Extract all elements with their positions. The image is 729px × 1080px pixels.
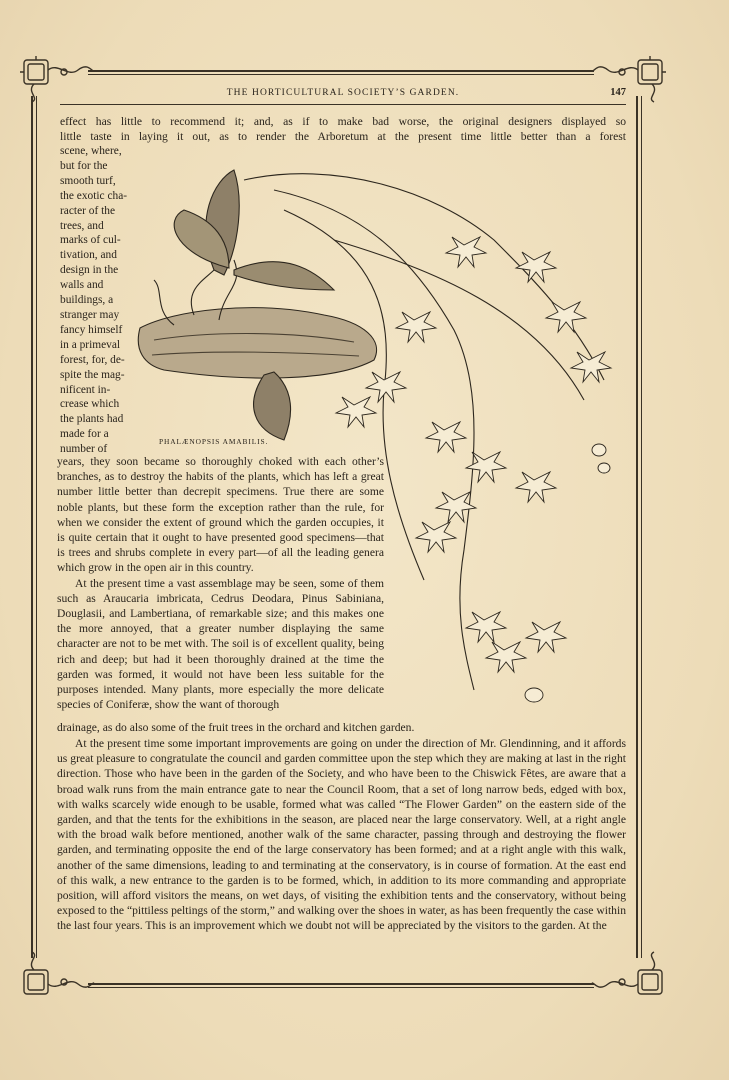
narrow-line: nificent in- <box>60 383 111 396</box>
paragraph-1-rest <box>57 454 384 712</box>
paragraph-2-last-line <box>57 720 623 735</box>
narrow-line: trees, and <box>60 219 104 232</box>
frame-top-rule <box>88 70 594 72</box>
narrow-line: marks of cul- <box>60 234 121 247</box>
figure-caption: PHALÆNOPSIS AMABILIS. <box>159 437 269 446</box>
frame-right-rule-inner <box>641 96 642 958</box>
narrow-line: in a primeval <box>60 338 121 351</box>
narrow-line: crease which <box>60 398 120 411</box>
frame-left-rule <box>31 96 33 958</box>
frame-bottom-rule-inner <box>88 987 594 988</box>
narrow-line: the plants had <box>60 413 124 426</box>
narrow-line: number of <box>60 443 108 456</box>
paragraph-3-text: At the present time some important improvements are going on under the direction of Mr. Glendinning, and it affords us great pleasure to congratulate the council and garden committee upon the step which they are making at last in the right direction. Those who have been in the garden of the Society, and who have been to the Chiswick Fêtes, are aware that a broad walk runs from the main entrance gate to near the Council Room, that a set of long narrow beds, edged with box, with walks scarcely wide enough to be usable, formed what was called “The Flower Garden” on the eastern side of the garden, and that the tents for the exhibitions in the season, are placed near the large conservatory. Well, at a right angle with the broad walk before mentioned, another walk of the same character, passing through and destroying the flower garden, and terminating opposite the end of the large conservatory has been formed; and at a right angle with this walk, another of the same dimensions, leading to and terminating at the conservatory, is in course of formation. At the east end of this walk, a new entrance to the garden is to be formed, which, in addition to its more commanding and appropriate position, will afford visitors the means, on wet days, of visiting the exhibition tents and the conservatory, without being exposed to the “pittiless peltings of the storm,” and walking over the shoes in water, as has been frequently the case within the last four years. This is an improvement which we doubt not will be appreciated by the visitors to the garden. At the <box>57 737 626 933</box>
page-number: 147 <box>610 87 626 98</box>
narrow-line: design in the <box>60 264 119 277</box>
corner-ornament-bottom-right-icon <box>590 950 668 998</box>
narrow-line: fancy himself <box>60 323 123 336</box>
narrow-line: forest, for, de- <box>60 353 125 366</box>
paragraph-2-last: drainage, as do also some of the fruit trees in the orchard and kitchen garden. <box>57 721 415 734</box>
frame-left-rule-inner <box>36 96 37 958</box>
narrow-line: walls and <box>60 279 104 292</box>
narrow-line: tivation, and <box>60 249 117 262</box>
narrow-line: smooth turf, <box>60 174 116 187</box>
narrow-line: scene, where, <box>60 145 122 157</box>
narrow-line: the exotic cha- <box>60 189 128 202</box>
narrow-line: made for a <box>60 428 109 441</box>
top-lines <box>60 114 626 144</box>
text-line-2: little taste in laying it out, as to render the Arboretum at the present time little better than a forest <box>60 130 626 144</box>
running-title: THE HORTICULTURAL SOCIETY’S GARDEN. <box>226 88 460 98</box>
frame-bottom-rule <box>88 983 594 985</box>
narrow-line: but for the <box>60 159 108 172</box>
narrow-line: spite the mag- <box>60 368 125 381</box>
frame-top-rule-inner <box>88 74 594 75</box>
narrow-line: racter of the <box>60 204 116 217</box>
narrow-line: stranger may <box>60 308 120 321</box>
paragraph-2-text: At the present time a vast assemblage may be seen, some of them such as Araucaria imbricata, Cedrus Deodara, Pinus Sabiniana, Douglasii, and Lambertiana, of remarkable size; and this makes one the more annoyed, that a greater number displaying the same character are not to be met with. The soil is of excellent quality, being rich and deep; but had it been thoroughly drained at the time the garden was formed, it would not have been less suitable for the purposes intended. Many plants, more especially the more delicate species of Coniferæ, show the want of thorough <box>57 576 384 712</box>
corner-ornament-bottom-left-icon <box>18 950 96 998</box>
narrow-column <box>60 144 134 457</box>
text-line-1: effect has little to recommend it; and, as if to make bad worse, the original designers displayed so <box>60 115 626 128</box>
frame-right-rule <box>636 96 638 958</box>
paragraph-3 <box>57 736 626 934</box>
narrow-line: buildings, a <box>60 294 114 307</box>
header-rule <box>60 104 626 105</box>
paragraph-1-text: years, they soon became so thoroughly choked with each other’s branches, as to destroy the habits of the plants, which has left a great number little better than decrepit specimens. True there are some noble plants, but these form the exception rather than the rule, for when we consider the extent of ground which the garden occupies, it is quite certain that it ought to have presented good specimens—that is trees and shrubs complete in every part—of all the leading genera which grow in the open air in this country. <box>57 455 384 575</box>
